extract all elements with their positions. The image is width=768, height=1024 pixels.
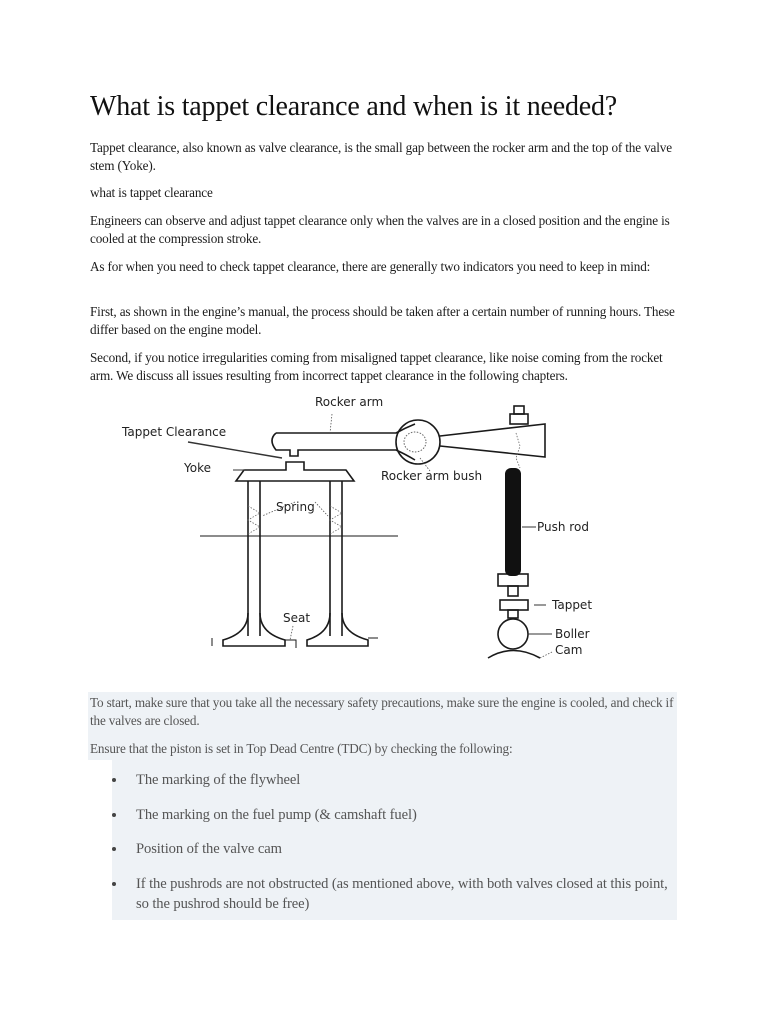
paragraph-tdc: Ensure that the piston is set in Top Dead Centre (TDC) by checking the following: <box>90 741 513 756</box>
list-item-text: If the pushrods are not obstructed (as mentioned above, with both valves closed at this point, so the pushrod should be free) <box>136 875 668 912</box>
label-rocker-arm-bush: Rocker arm bush <box>381 469 483 483</box>
paragraph-safety: To start, make sure that you take all the necessary safety precautions, make sure the engine is cooled, and check if the valves are closed. <box>90 695 674 728</box>
label-spring: Spring <box>276 500 315 514</box>
list-item-text: The marking of the flywheel <box>136 772 301 788</box>
paragraph-engineers: Engineers can observe and adjust tappet clearance only when the valves are in a closed position and the engine is cooled at the compression stroke. <box>90 213 670 246</box>
label-push-rod: Push rod <box>537 520 589 534</box>
tappet-clearance-diagram <box>100 388 620 666</box>
label-rocker-arm: Rocker arm <box>315 395 384 409</box>
paragraph-second: Second, if you notice irregularities coming from misaligned tappet clearance, like noise coming from the rocket arm. We discuss all issues resulting from incorrect tappet clearance in the following chapters. <box>90 350 663 383</box>
label-seat: Seat <box>283 611 311 625</box>
label-tappet-clearance: Tappet Clearance <box>122 425 227 439</box>
paragraph-image-caption: what is tappet clearance <box>90 185 213 200</box>
list-item-text: The marking on the fuel pump (& camshaft fuel) <box>136 806 417 823</box>
bullet-icon <box>112 813 116 817</box>
label-boller: Boller <box>555 627 590 641</box>
list-item-text: Position of the valve cam <box>136 841 282 857</box>
paragraph-indicators: As for when you need to check tappet clearance, there are generally two indicators you need to keep in mind: <box>90 259 651 274</box>
list-item <box>112 770 677 790</box>
tdc-checklist <box>112 770 677 928</box>
list-item <box>112 874 677 914</box>
bullet-icon <box>112 778 116 782</box>
list-item <box>112 839 677 859</box>
bullet-icon <box>112 882 116 886</box>
label-cam: Cam <box>555 643 583 657</box>
label-tappet: Tappet <box>552 598 593 612</box>
paragraph-definition: Tappet clearance, also known as valve clearance, is the small gap between the rocker arm and the top of the valve stem (Yoke). <box>90 140 672 173</box>
paragraph-first: First, as shown in the engine’s manual, the process should be taken after a certain number of running hours. These differ based on the engine model. <box>90 304 675 337</box>
bullet-icon <box>112 847 116 851</box>
list-item <box>112 805 677 825</box>
page-title: What is tappet clearance and when is it needed? <box>90 91 618 122</box>
label-yoke: Yoke <box>184 461 211 475</box>
